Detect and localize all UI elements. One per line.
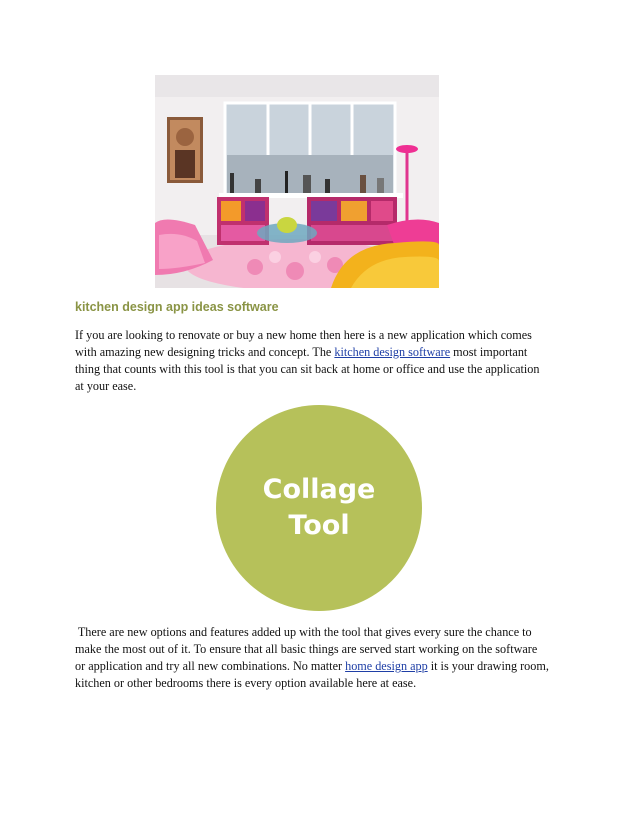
home-design-app-link[interactable]: home design app	[345, 659, 428, 673]
text-fragment: it is your drawing room,	[427, 659, 549, 673]
collage-badge-line2: Tool	[288, 510, 350, 541]
paragraph-line: There are new options and features added up with the tool that gives every sure the chance to	[75, 625, 532, 639]
collage-badge-line1: Collage	[262, 474, 376, 505]
text-fragment: with amazing new designing tricks and concept. The	[75, 345, 335, 359]
paragraph-line: make the most out of it. To ensure that all basic things are served start working on the software	[75, 642, 538, 656]
text-fragment: or application and try all new combinations. No matter	[75, 659, 346, 673]
collage-tool-badge	[216, 405, 422, 611]
intro-paragraph	[75, 327, 575, 395]
paragraph-line: If you are looking to renovate or buy a new home then here is a new application which comes	[75, 328, 532, 342]
kitchen-design-software-link[interactable]: kitchen design software	[334, 345, 451, 359]
paragraph-line: thing that counts with this tool is that you can sit back at home or office and use the application	[75, 362, 540, 376]
paragraph-line	[75, 658, 575, 675]
section-heading: kitchen design app ideas software	[75, 300, 279, 314]
living-room-photo	[155, 75, 439, 288]
paragraph-line: kitchen or other bedrooms there is every option available here at ease.	[75, 676, 417, 690]
paragraph-line: at your ease.	[75, 379, 137, 393]
features-paragraph	[75, 624, 575, 692]
paragraph-line	[75, 344, 575, 361]
text-fragment: most important	[450, 345, 528, 359]
